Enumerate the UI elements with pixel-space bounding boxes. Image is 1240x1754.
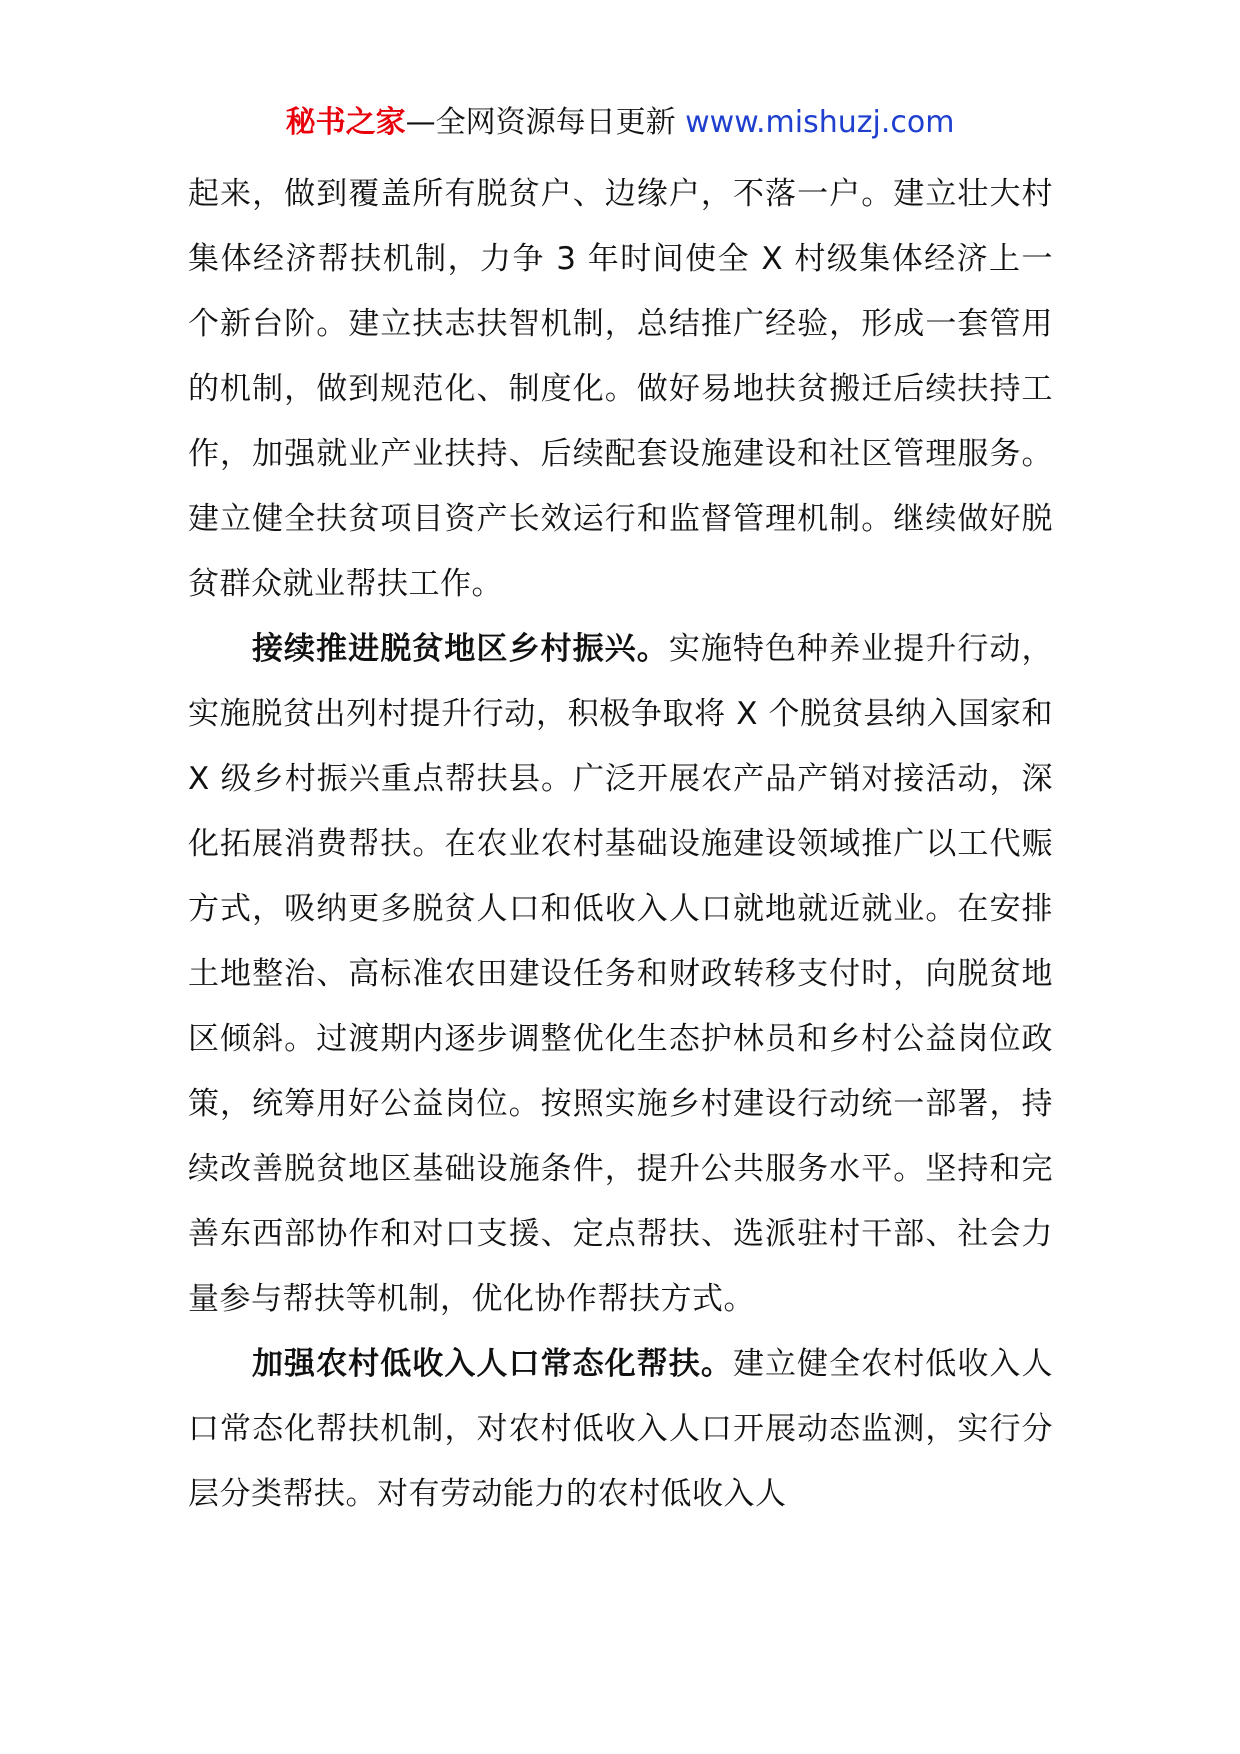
document-body (188, 162, 1053, 1527)
paragraph-text: 实施特色种养业提升行动，实施脱贫出列村提升行动，积极争取将 X 个脱贫县纳入国家和 X 级乡村振兴重点帮扶县。广泛开展农产品产销对接活动，深化拓展消费帮扶。在农业农村基础设施建设领域推广以工代赈方式，吸纳更多脱贫人口和低收入人口就地就近就业。在安排土地整治、高标准农田建设任务和财政转移支付时，向脱贫地区倾斜。过渡期内逐步调整优化生态护林员和乡村公益岗位政策，统筹用好公益岗位。按照实施乡村建设行动统一部署，持续改善脱贫地区基础设施条件，提升公共服务水平。坚持和完善东西部协作和对口支援、定点帮扶、选派驻村干部、社会力量参与帮扶等机制，优化协作帮扶方式。 (188, 631, 1053, 1317)
paragraph-text: 建立健全农村低收入人口常态化帮扶机制，对农村低收入人口开展动态监测，实行分层分类帮扶。对有劳动能力的农村低收入人 (188, 1346, 1053, 1512)
page-header (0, 103, 1240, 143)
paragraph-3 (188, 1332, 1053, 1527)
paragraph-text: 起来，做到覆盖所有脱贫户、边缘户，不落一户。建立壮大村集体经济帮扶机制，力争 3 年时间使全 X 村级集体经济上一个新台阶。建立扶志扶智机制，总结推广经验，形成一套管用的机制，做到规范化、制度化。做好易地扶贫搬迁后续扶持工作，加强就业产业扶持、后续配套设施建设和社区管理服务。建立健全扶贫项目资产长效运行和监督管理机制。继续做好脱贫群众就业帮扶工作。 (188, 176, 1053, 602)
paragraph-1 (188, 162, 1053, 617)
site-tagline: —全网资源每日更新 (405, 105, 686, 140)
paragraph-heading: 接续推进脱贫地区乡村振兴。 (252, 631, 669, 667)
paragraph-2 (188, 617, 1053, 1332)
paragraph-heading: 加强农村低收入人口常态化帮扶。 (252, 1346, 733, 1382)
site-brand: 秘书之家 (285, 105, 406, 140)
site-url: www.mishuzj.com (685, 105, 955, 140)
